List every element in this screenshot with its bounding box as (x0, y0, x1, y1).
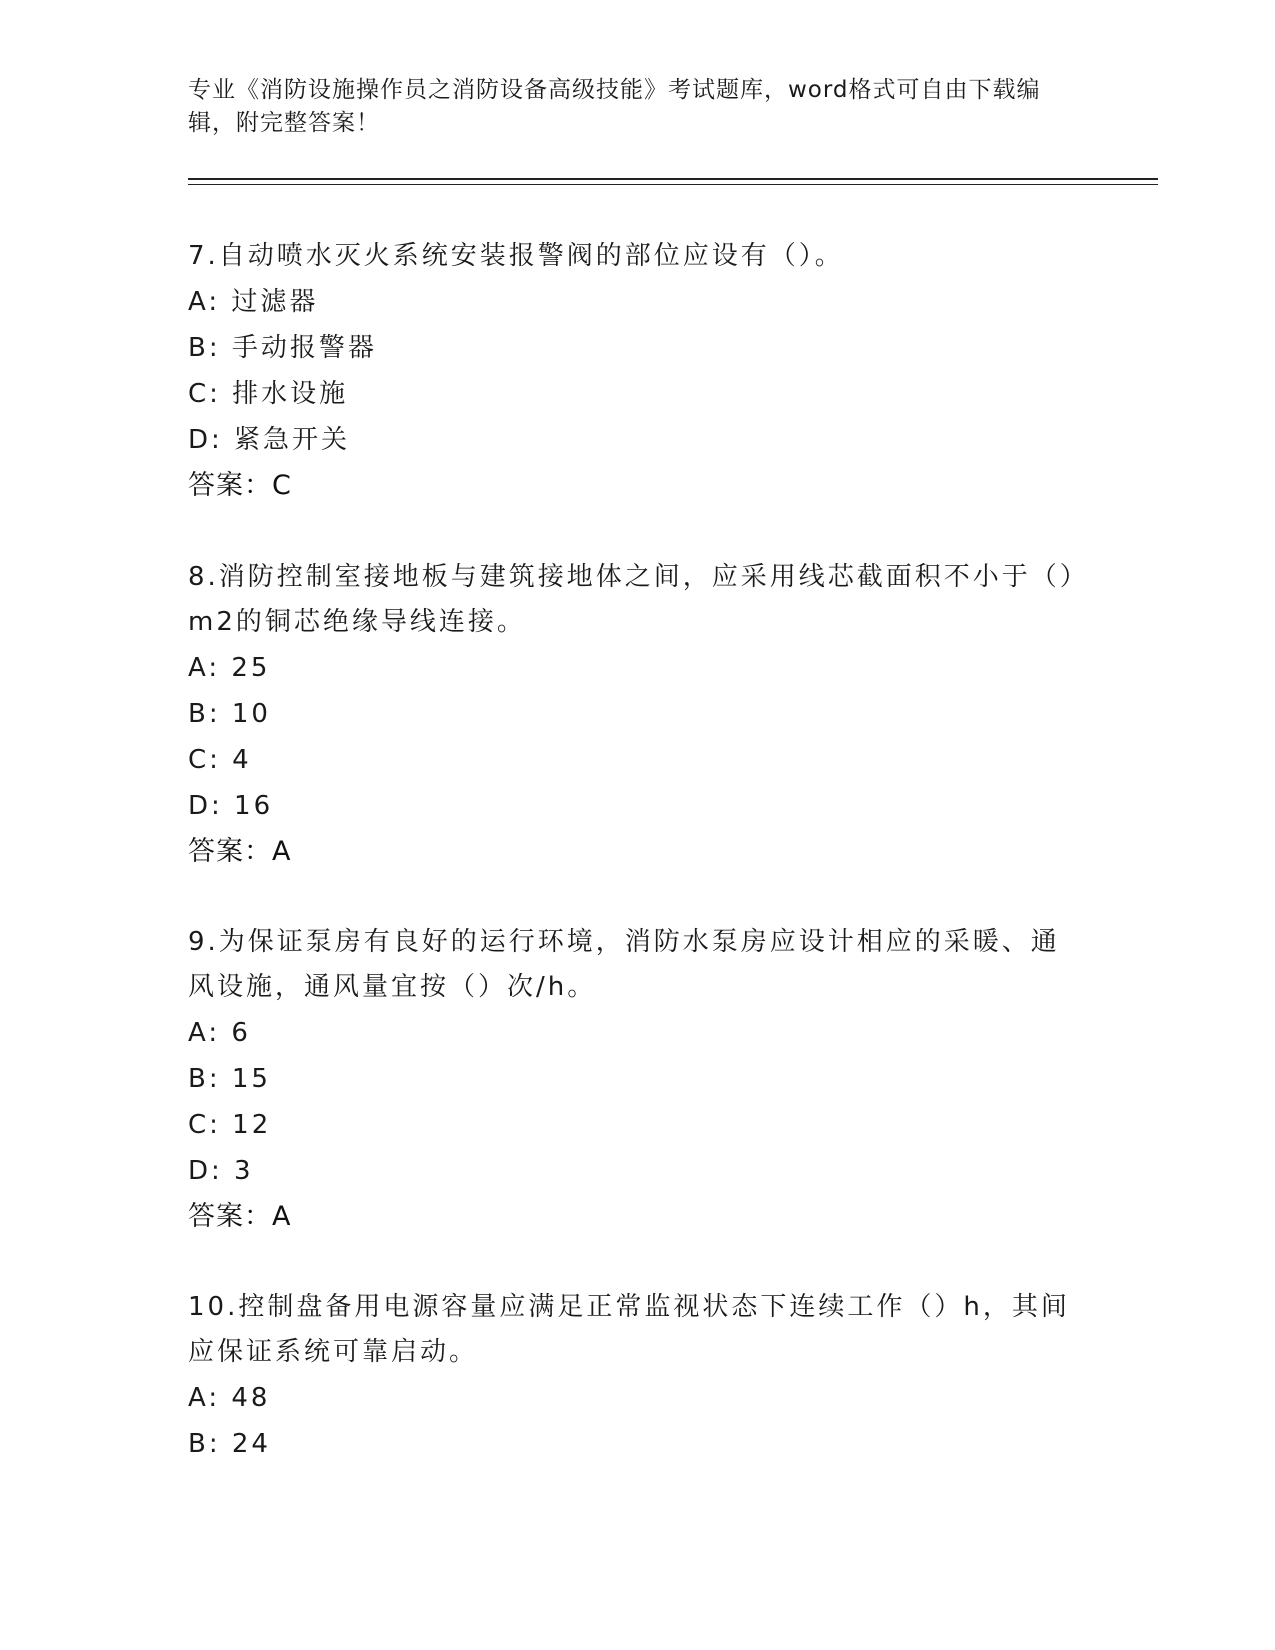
option-a: A: 6 (188, 1018, 251, 1048)
option-d: D: 16 (188, 791, 274, 821)
header-divider-thick (188, 178, 1158, 180)
question-9 (188, 920, 1078, 1240)
question-10 (188, 1285, 1078, 1467)
option-d: D: 3 (188, 1156, 254, 1186)
option-a: A: 48 (188, 1383, 271, 1413)
option-b: B: 10 (188, 699, 271, 729)
question-stem: 7.自动喷水灭火系统安装报警阀的部位应设有（）。 (188, 241, 844, 271)
option-b: B: 24 (188, 1429, 271, 1459)
option-d: D: 紧急开关 (188, 425, 351, 455)
answer: 答案：A (188, 1201, 292, 1232)
question-7 (188, 234, 1078, 509)
option-c: C: 4 (188, 745, 252, 775)
answer: 答案：A (188, 836, 292, 867)
header-divider-thin (188, 184, 1158, 185)
option-c: C: 12 (188, 1110, 272, 1140)
question-stem: 9.为保证泵房有良好的运行环境，消防水泵房应设计相应的采暖、通风设施，通风量宜按（）次/h。 (188, 927, 1060, 1002)
option-c: C: 排水设施 (188, 379, 349, 409)
question-stem: 8.消防控制室接地板与建筑接地体之间，应采用线芯截面积不小于（）m2的铜芯绝缘导线连接。 (188, 562, 1076, 637)
option-a: A: 过滤器 (188, 287, 319, 317)
document-header: 专业《消防设施操作员之消防设备高级技能》考试题库，word格式可自由下载编辑，附完整答案！ (188, 77, 1041, 136)
answer: 答案：C (188, 470, 292, 501)
question-8 (188, 555, 1078, 875)
option-a: A: 25 (188, 653, 271, 683)
question-stem: 10.控制盘备用电源容量应满足正常监视状态下连续工作（）h，其间应保证系统可靠启动。 (188, 1292, 1070, 1367)
option-b: B: 15 (188, 1064, 271, 1094)
option-b: B: 手动报警器 (188, 333, 377, 363)
